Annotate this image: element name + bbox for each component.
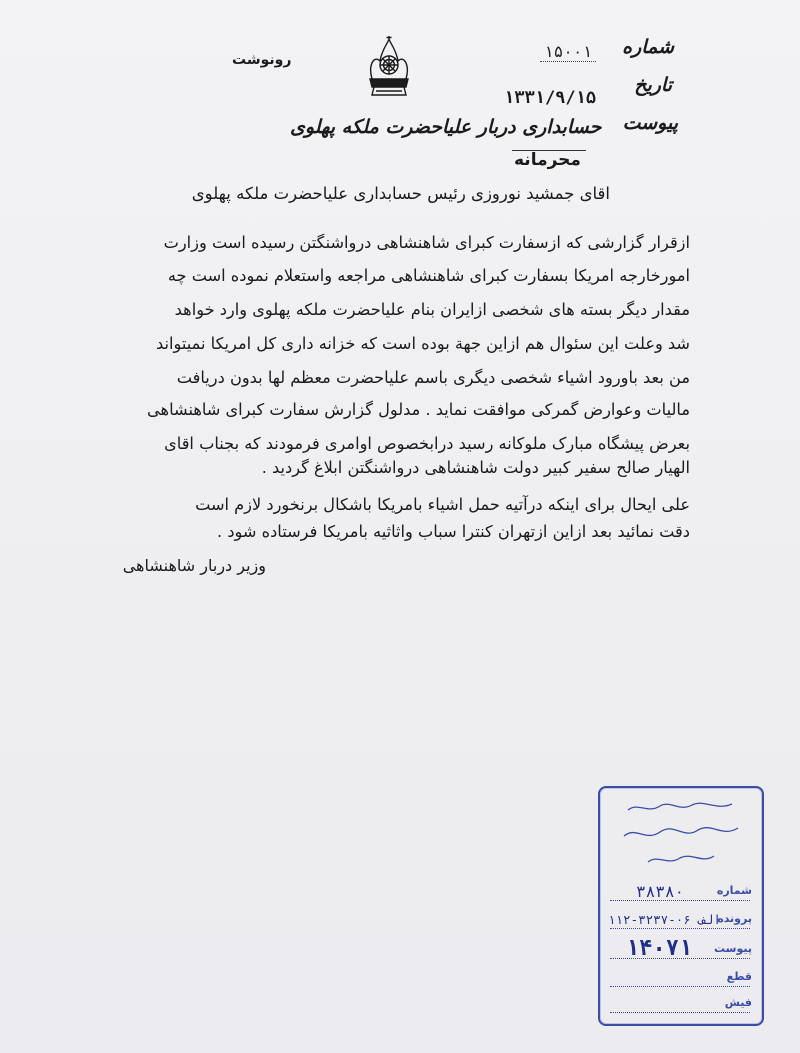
body-line: علی ایحال برای اینکه درآتیه حمل اشیاء بامریکا باشکال برنخورد لازم است bbox=[195, 495, 690, 514]
stamp-attach-value: ۱۴۰۷۱ bbox=[626, 936, 693, 961]
body-line: شد وعلت این سئوال هم ازاین جهة بوده است که خزانه داری کل امریکا نمیتواند bbox=[156, 334, 690, 353]
date-label: تاریخ bbox=[634, 74, 672, 96]
stamp-header-scribble-icon bbox=[618, 796, 744, 874]
body-line: بعرض پیشگاه مبارک ملوکانه رسید درابخصوص اوامری فرمودند که بجناب اقای bbox=[164, 434, 690, 453]
body-line: امورخارجه امریکا بسفارت کبرای شاهنشاهی مراجعه واستعلام نموده است چه bbox=[167, 266, 690, 285]
crown-emblem-icon bbox=[360, 35, 418, 101]
stamp-file-label: پرونده bbox=[717, 912, 752, 925]
registry-stamp bbox=[598, 786, 764, 1026]
stamp-number-label: شماره bbox=[716, 884, 752, 897]
body-line: من بعد باورود اشیاء شخصی دیگری باسم علیاحضرت معظم لها بدون دریافت bbox=[176, 368, 690, 387]
addressee-line: اقای جمشید نوروزی رئیس حسابداری علیاحضرت ملکه پهلوی bbox=[191, 184, 610, 203]
stamp-line bbox=[610, 1012, 750, 1013]
copy-label: رونوشت bbox=[232, 52, 292, 68]
number-label: شماره bbox=[622, 36, 674, 58]
body-line: الهیار صالح سفیر کبیر دولت شاهنشاهی درواشنگتن ابلاغ گردید . bbox=[261, 458, 690, 477]
date-value: ۱۳۳۱/۹/۱۵ bbox=[504, 88, 597, 108]
stamp-line bbox=[610, 928, 750, 929]
stamp-file-value: ۱۱۲-۳۲۳۷-۰۶ الف bbox=[608, 912, 721, 927]
body-line: ازقرار گزارشی که ازسفارت کبرای شاهنشاهی درواشنگتن رسیده است وزارت bbox=[163, 233, 690, 252]
body-line: مقدار دیگر بسته های شخصی ازایران بنام علیاحضرت ملکه پهلوی وارد خواهد bbox=[174, 300, 690, 319]
body-line: دقت نمائید بعد ازاین ازتهران کنترا سباب واثاثیه بامریکا فرستاده شود . bbox=[217, 522, 690, 541]
confidential-underline bbox=[512, 150, 586, 151]
confidential-mark: محرمانه bbox=[514, 150, 581, 170]
office-title: حسابداری دربار علیاحضرت ملکه پهلوی bbox=[290, 116, 602, 138]
body-line: مالیات وعوارض گمرکی موافقت نماید . مدلول گزارش سفارت کبرای شاهنشاهی bbox=[147, 400, 690, 419]
stamp-slip-label: فیش bbox=[724, 996, 752, 1009]
number-value: ۱۵۰۰۱ bbox=[540, 42, 596, 62]
stamp-line bbox=[610, 986, 750, 987]
attachment-label: پیوست bbox=[622, 112, 678, 134]
stamp-number-value: ۳۸۳۸۰ bbox=[636, 882, 685, 901]
stamp-cut-label: قطع bbox=[726, 970, 752, 983]
signature-line: وزیر دربار شاهنشاهی bbox=[122, 556, 266, 575]
stamp-attach-label: پیوست bbox=[714, 942, 752, 955]
